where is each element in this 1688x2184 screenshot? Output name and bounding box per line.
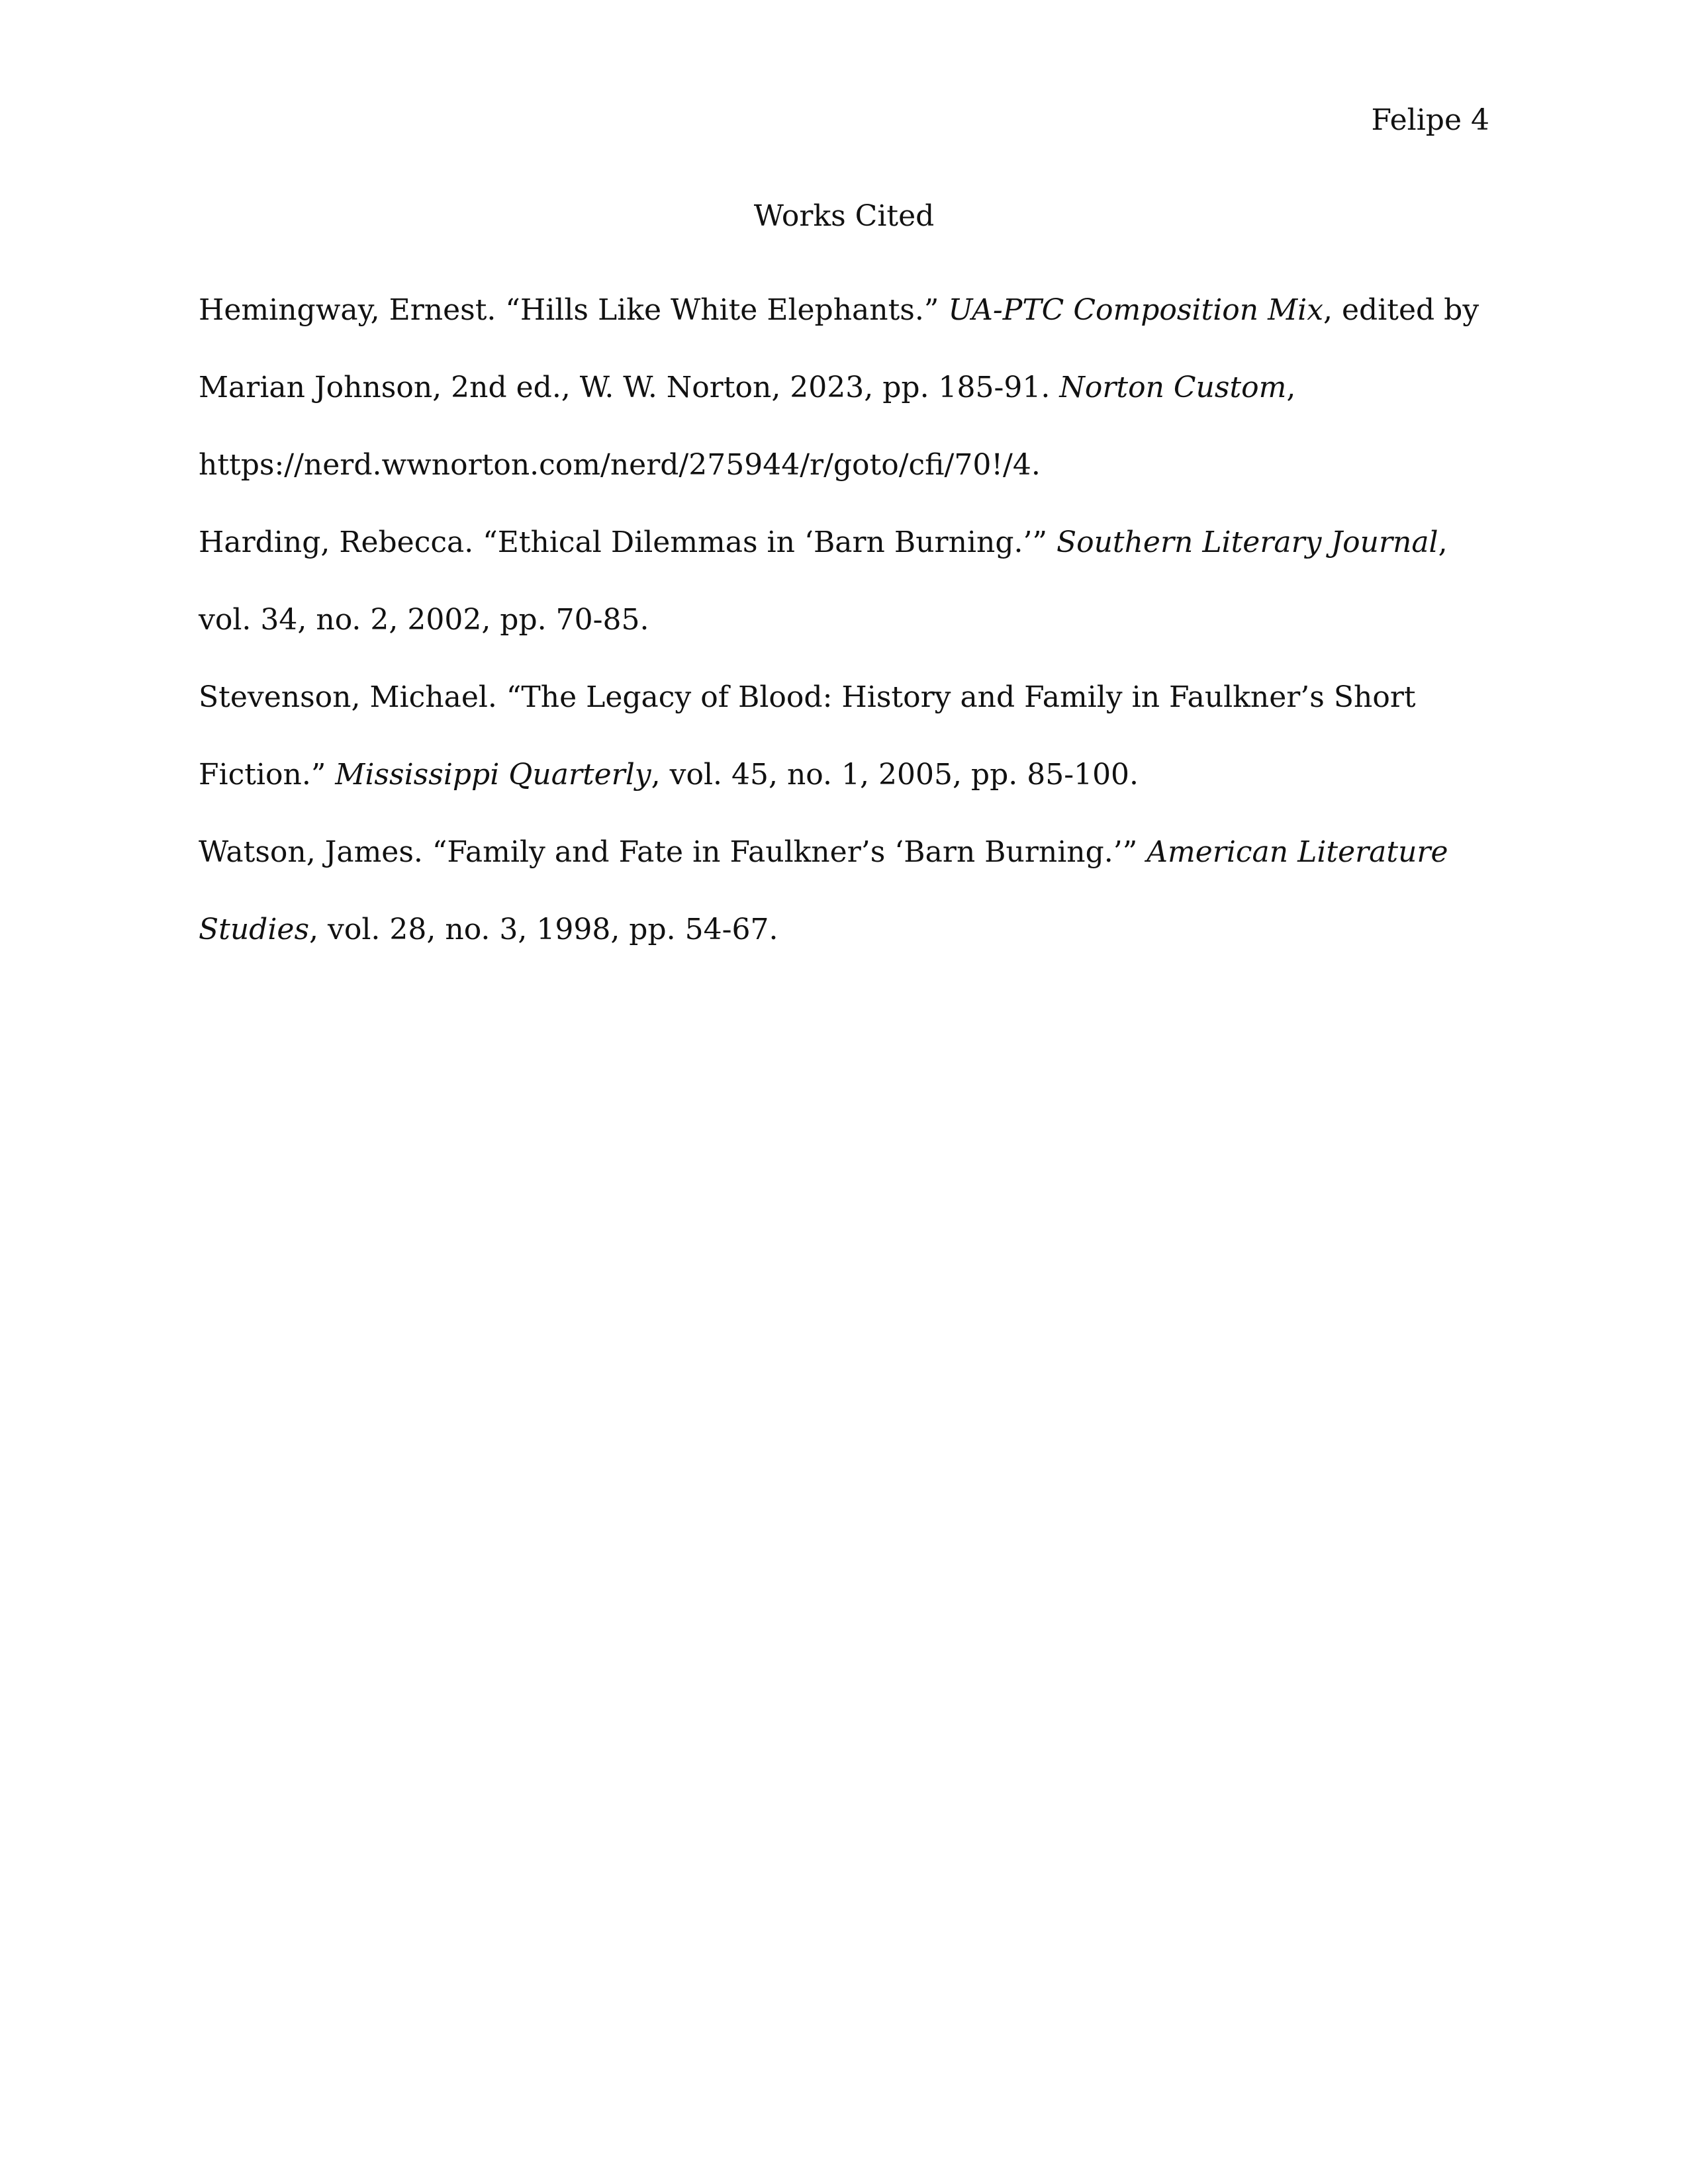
citation-line: Studies, vol. 28, no. 3, 1998, pp. 54-67. <box>199 913 778 946</box>
citation-entry <box>199 659 1489 813</box>
citation-line: Harding, Rebecca. “Ethical Dilemmas in ‘Barn Burning.’” Southern Literary Journal, <box>199 525 1448 559</box>
citation-line: Hemingway, Ernest. “Hills Like White Elephants.” UA-PTC Composition Mix, edited by <box>199 293 1479 327</box>
citation-url: https://nerd.wwnorton.com/nerd/275944/r/goto/cfi/70!/4. <box>199 448 1041 482</box>
citation-line: Stevenson, Michael. “The Legacy of Blood: History and Family in Faulkner’s Short <box>199 680 1416 714</box>
citation-entry <box>199 504 1489 659</box>
citation-entry <box>199 271 1489 504</box>
works-cited-list <box>199 271 1489 968</box>
page-title: Works Cited <box>753 199 935 233</box>
citation-line: Marian Johnson, 2nd ed., W. W. Norton, 2023, pp. 185-91. Norton Custom, <box>199 371 1296 404</box>
citation-line: Watson, James. “Family and Fate in Faulkner’s ‘Barn Burning.’” American Literature <box>199 835 1448 869</box>
citation-line: vol. 34, no. 2, 2002, pp. 70-85. <box>199 603 649 637</box>
citation-entry <box>199 813 1489 968</box>
running-head: Felipe 4 <box>1371 103 1489 137</box>
citation-line: Fiction.” Mississippi Quarterly, vol. 45, no. 1, 2005, pp. 85-100. <box>199 758 1139 792</box>
